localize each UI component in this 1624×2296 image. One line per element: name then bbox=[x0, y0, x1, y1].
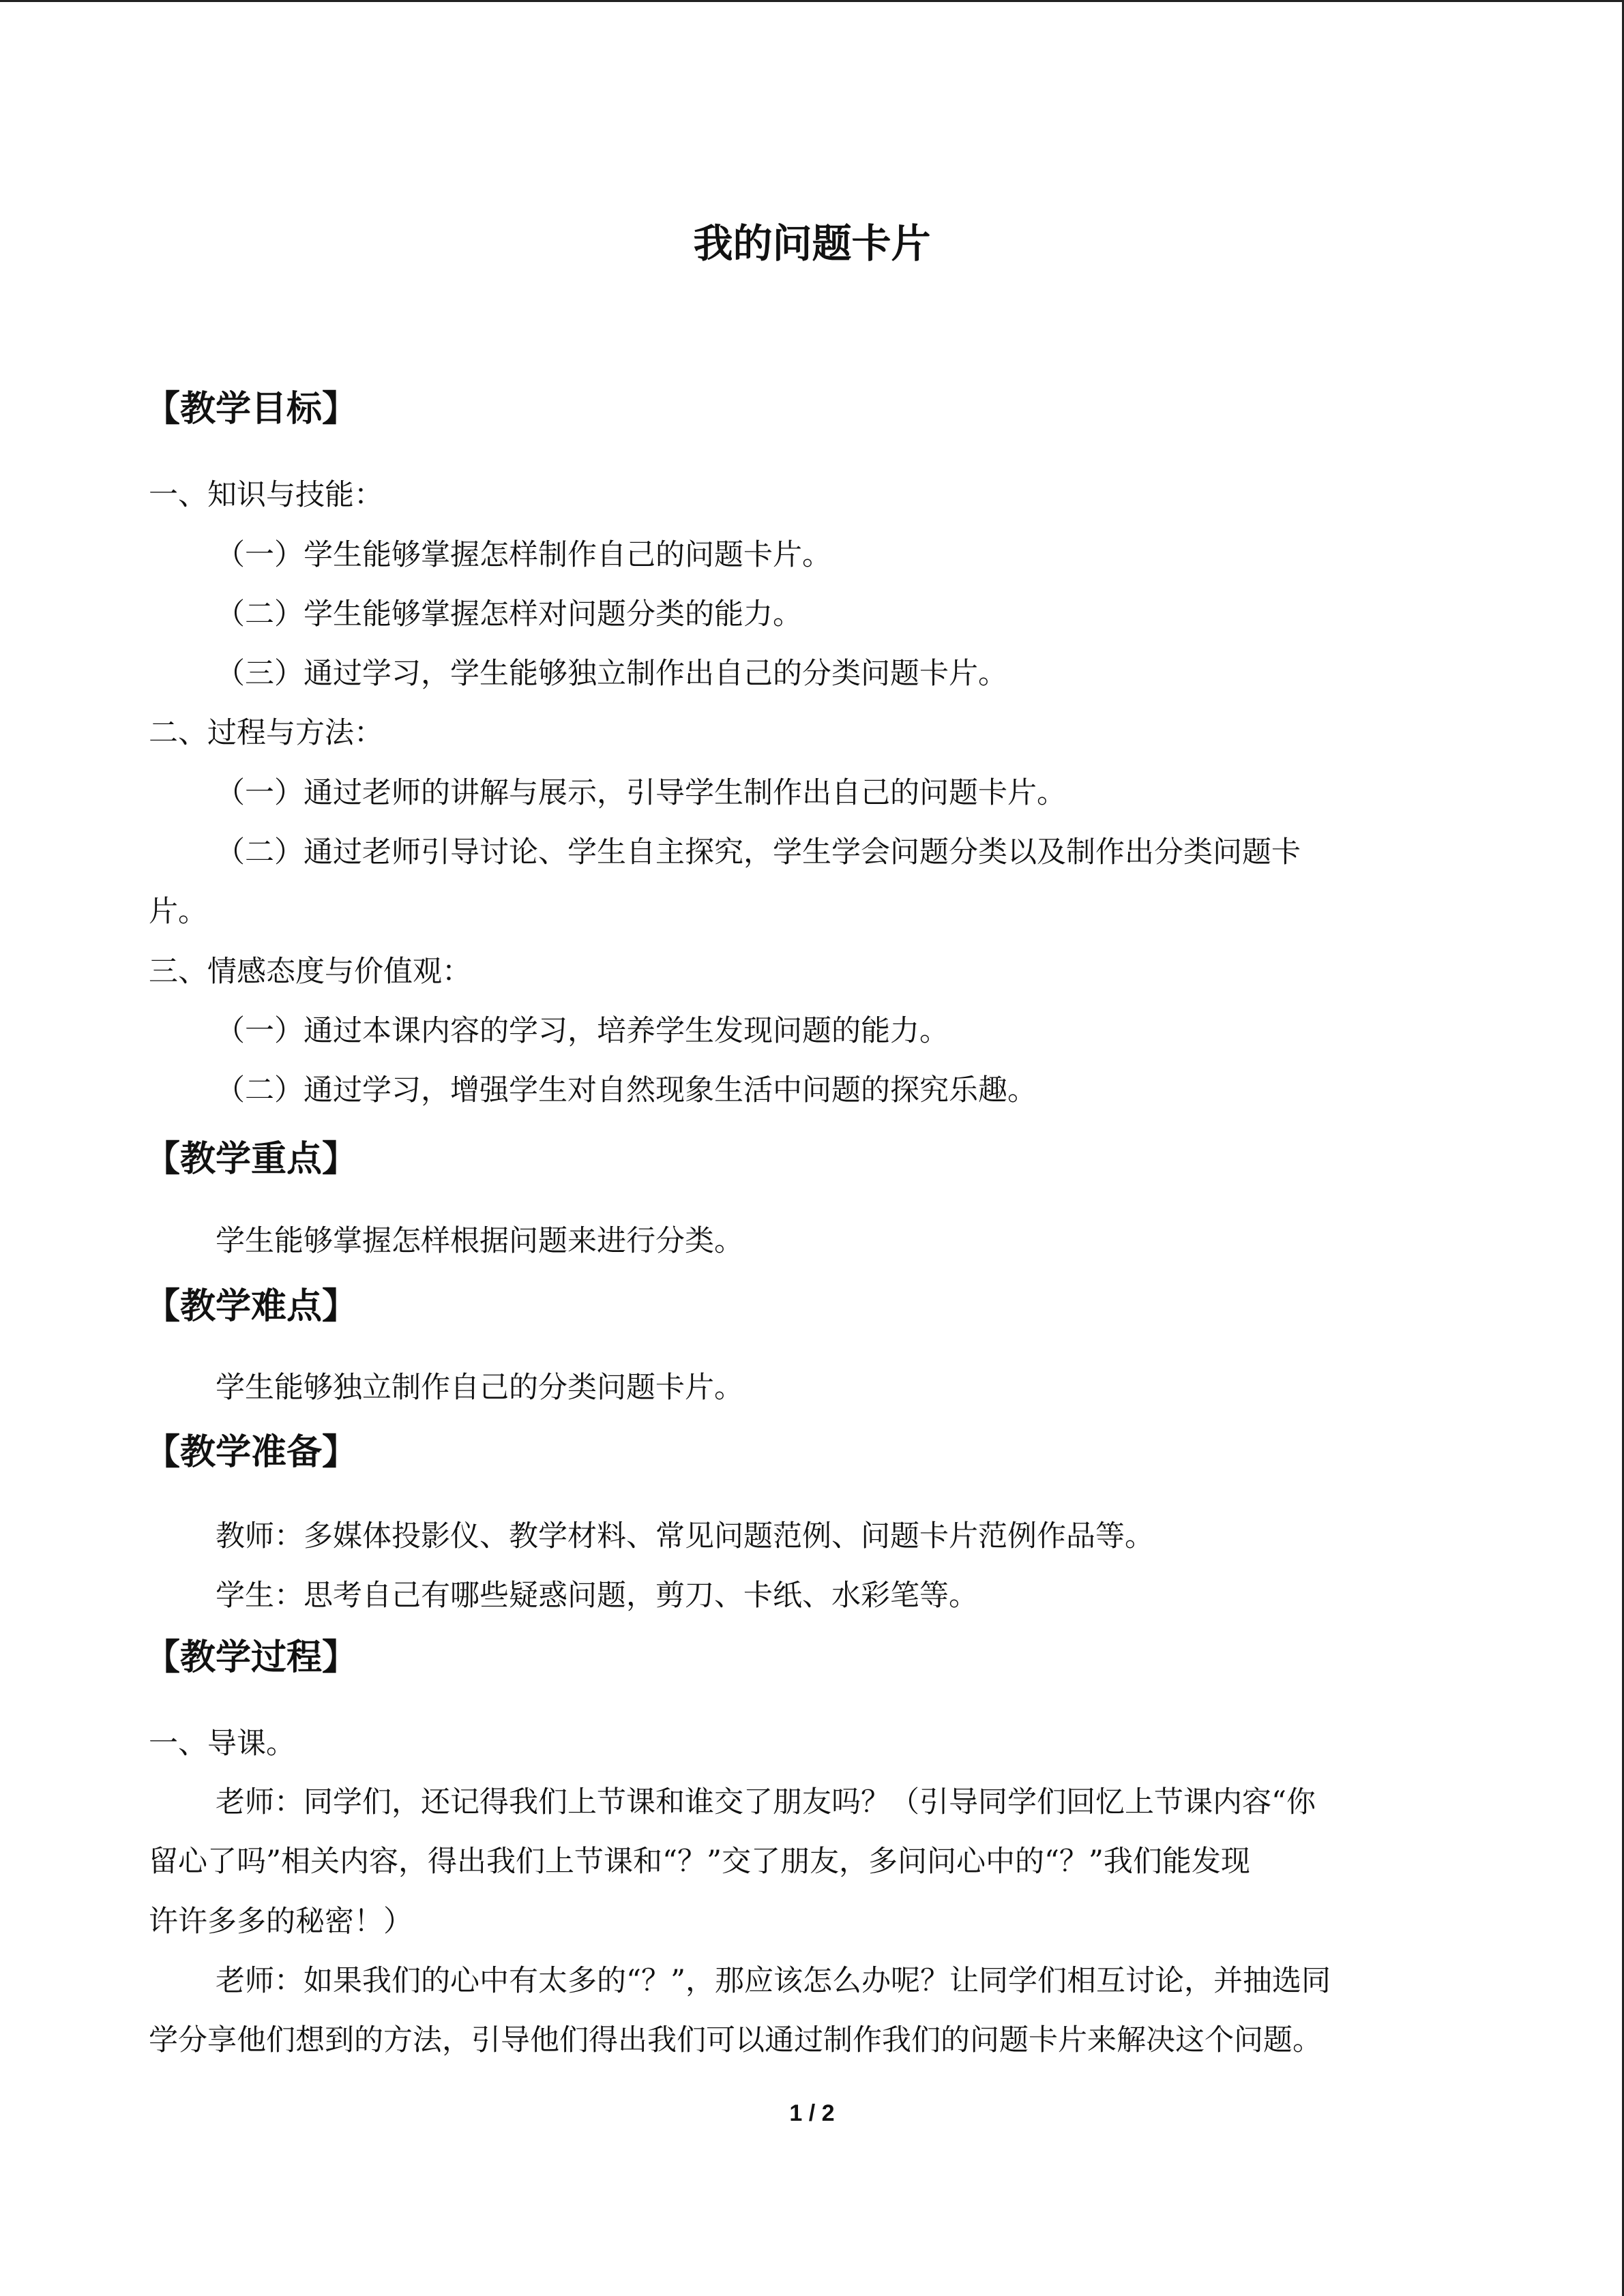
key-point-text: 学生能够掌握怎样根据问题来进行分类。 bbox=[216, 1224, 743, 1258]
process-paragraph-2-line-1: 老师：如果我们的心中有太多的“？”，那应该怎么办呢？让同学们相互讨论，并抽选同 bbox=[216, 1964, 1331, 1998]
document-title: 我的问题卡片 bbox=[693, 220, 931, 267]
objectives-section-1: 一、知识与技能： bbox=[149, 478, 383, 512]
objectives-section-2: 二、过程与方法： bbox=[149, 716, 383, 750]
page-number: 1 / 2 bbox=[789, 2100, 835, 2126]
objectives-item-3-2: （二）通过学习，增强学生对自然现象生活中问题的探究乐趣。 bbox=[216, 1073, 1037, 1107]
process-section-1: 一、导课。 bbox=[149, 1727, 295, 1761]
objectives-item-2-2: （二）通过老师引导讨论、学生自主探究，学生学会问题分类以及制作出分类问题卡 bbox=[216, 835, 1301, 869]
preparation-student: 学生：思考自己有哪些疑惑问题，剪刀、卡纸、水彩笔等。 bbox=[216, 1579, 978, 1613]
objectives-item-2-1: （一）通过老师的讲解与展示，引导学生制作出自己的问题卡片。 bbox=[216, 776, 1066, 810]
heading-process: 【教学过程】 bbox=[145, 1637, 358, 1678]
process-paragraph-2-line-2: 学分享他们想到的方法，引导他们得出我们可以通过制作我们的问题卡片来解决这个问题。 bbox=[149, 2023, 1322, 2057]
difficulty-text: 学生能够独立制作自己的分类问题卡片。 bbox=[216, 1371, 743, 1405]
heading-key-point: 【教学重点】 bbox=[145, 1139, 358, 1180]
objectives-item-1-1: （一）学生能够掌握怎样制作自己的问题卡片。 bbox=[216, 538, 831, 572]
objectives-item-1-2: （二）学生能够掌握怎样对问题分类的能力。 bbox=[216, 597, 802, 631]
objectives-item-3-1: （一）通过本课内容的学习，培养学生发现问题的能力。 bbox=[216, 1014, 949, 1048]
process-paragraph-1-line-2: 留心了吗”相关内容，得出我们上节课和“？”交了朋友，多问问心中的“？”我们能发现 bbox=[149, 1845, 1250, 1879]
objectives-item-1-3: （三）通过学习，学生能够独立制作出自己的分类问题卡片。 bbox=[216, 657, 1007, 691]
top-border bbox=[0, 0, 1624, 2]
process-paragraph-1-line-3: 许许多多的秘密！） bbox=[149, 1905, 413, 1939]
heading-difficulty: 【教学难点】 bbox=[145, 1286, 358, 1327]
objectives-section-3: 三、情感态度与价值观： bbox=[149, 955, 471, 989]
preparation-teacher: 教师：多媒体投影仪、教学材料、常见问题范例、问题卡片范例作品等。 bbox=[216, 1519, 1154, 1553]
objectives-item-2-2-cont: 片。 bbox=[149, 895, 207, 929]
heading-preparation: 【教学准备】 bbox=[145, 1432, 358, 1473]
heading-objectives: 【教学目标】 bbox=[145, 389, 358, 430]
process-paragraph-1-line-1: 老师：同学们，还记得我们上节课和谁交了朋友吗？（引导同学们回忆上节课内容“你 bbox=[216, 1785, 1316, 1819]
